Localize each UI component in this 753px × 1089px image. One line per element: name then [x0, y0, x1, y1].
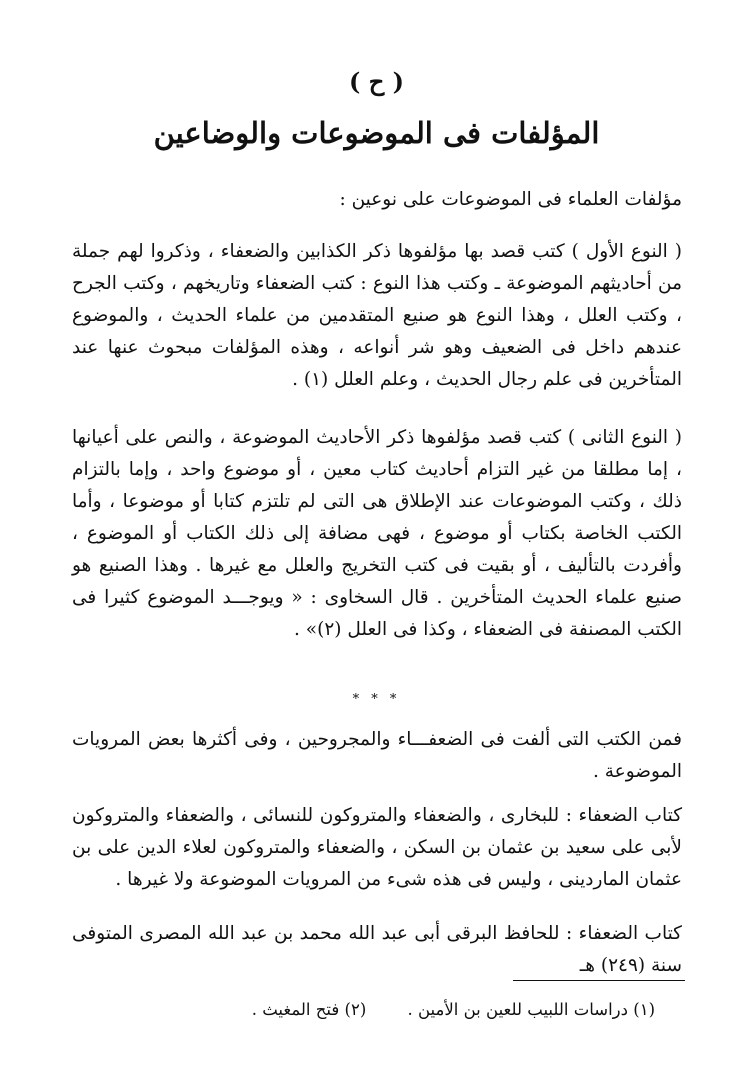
paragraph-type-two: ( النوع الثانى ) كتب قصد مؤلفوها ذكر الأحاديث الموضوعة ، والنص على أعيانها ، إما مطلقا من غير التزام أحاديث كتاب معين ، أو موضوع واحد ، وإما بالتزام ذلك ، وكتب الموضوعات عند الإطلاق هى التى لم تلتزم كتابا أو موضوعا ، وأما الكتب الخاصة بكتاب أو موضوع ، فهى مضافة إلى ذلك الكتاب أو الموضوع ، وأفردت بالتأليف ، أو بقيت فى كتب التخريج والعلل مع غيرها . وهذا الصنيع هو صنيع علماء الحديث المتأخرين . قال السخاوى : « ويوجـــد الموضوع كثيرا فى الكتب المصنفة فى الضعفاء ، وكذا فى العلل (٢)» . — [72, 427, 682, 640]
footnote-1: (١) دراسات اللبيب للعين بن الأمين . — [407, 1000, 655, 1019]
footnotes — [95, 996, 655, 1024]
intro-line: مؤلفات العلماء فى الموضوعات على نوعين : — [339, 189, 682, 210]
footnote-2: (٢) فتح المغيث . — [251, 1000, 367, 1019]
paragraph-weak-narrators-books: فمن الكتب التى ألفت فى الضعفـــاء والمجروحين ، وفى أكثرها بعض المرويات الموضوعة . — [72, 729, 682, 782]
section-separator: * * * — [352, 692, 401, 707]
page-title: المؤلفات فى الموضوعات والوضاعين — [153, 116, 600, 150]
paragraph-type-one: ( النوع الأول ) كتب قصد بها مؤلفوها ذكر الكذابين والضعفاء ، وذكروا لهم جملة من أحاديثهم الموضوعة ـ وكتب هذا النوع : كتب الضعفاء وتاريخهم ، وكتب الجرح ، وكتب العلل ، وهذا النوع هو صنيع المتقدمين من علماء الحديث ، والموضوع عندهم داخل فى الضعيف وهو شر أنواعه ، وهذه المؤلفات مبحوث عنها عند المتأخرين فى علم رجال الحديث ، وعلم العلل (١) . — [72, 241, 682, 390]
page-marker: ( ح ) — [349, 67, 404, 96]
paragraph-bukhari-nasai: كتاب الضعفاء : للبخارى ، والضعفاء والمتروكون للنسائى ، والضعفاء والمتروكون لأبى على سعيد بن عثمان بن السكن ، والضعفاء والمتروكون لعلاء الدين على بن عثمان الماردينى ، وليس فى هذه شىء من المرويات الموضوعة ولا غيرها . — [72, 805, 682, 890]
footnote-divider — [513, 980, 685, 981]
paragraph-barqi: كتاب الضعفاء : للحافظ البرقى أبى عبد الله محمد بن عبد الله المصرى المتوفى سنة (٢٤٩) هـ — [72, 923, 682, 976]
